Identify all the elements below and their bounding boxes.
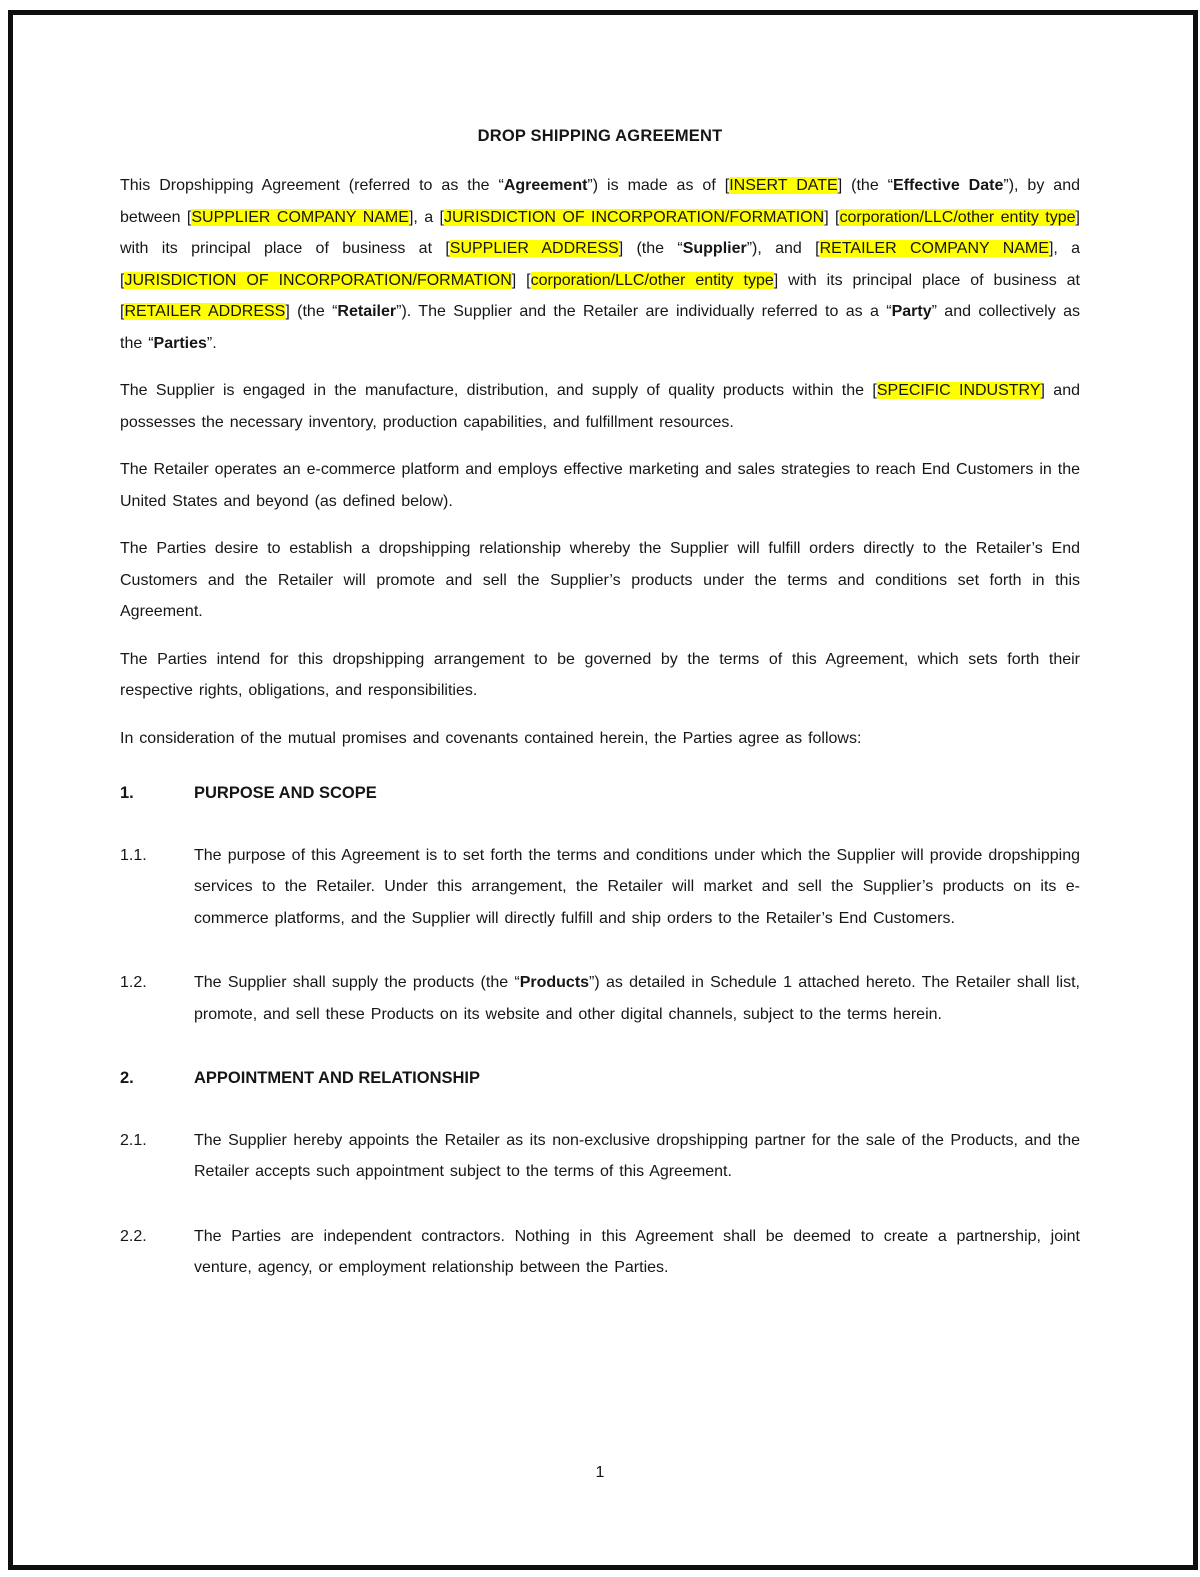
document-content bbox=[120, 120, 1080, 1317]
sections bbox=[120, 778, 1080, 1284]
section-number: 2. bbox=[120, 1069, 134, 1087]
paragraph bbox=[120, 375, 1080, 438]
clause-text bbox=[194, 1221, 1080, 1284]
paragraph bbox=[120, 170, 1080, 359]
section-heading bbox=[120, 1063, 1080, 1095]
highlighted-placeholder: RETAILER ADDRESS bbox=[124, 303, 286, 320]
paragraph bbox=[120, 454, 1080, 517]
highlighted-placeholder: JURISDICTION OF INCORPORATION/FORMATION bbox=[124, 271, 512, 289]
section-number: 1. bbox=[120, 784, 134, 802]
text-run: The Supplier hereby appoints the Retailer as its non-exclusive dropshipping partner for the sale of the Products, and the Retailer accepts such appointment subject to the terms of this Agreement. bbox=[194, 1131, 1080, 1180]
text-run: ] with its principal place of business at [ bbox=[120, 271, 1080, 320]
highlighted-placeholder: JURISDICTION OF INCORPORATION/FORMATION bbox=[443, 208, 825, 226]
page-number: 1 bbox=[595, 1464, 605, 1481]
clause-text bbox=[194, 1125, 1080, 1188]
text-run: ” and collectively as the “ bbox=[120, 303, 1080, 352]
highlighted-placeholder: SUPPLIER ADDRESS bbox=[449, 240, 619, 257]
text-run: ], a [ bbox=[120, 240, 1081, 289]
clause-number: 2.1. bbox=[120, 1131, 147, 1149]
highlighted-placeholder: RETAILER COMPANY NAME bbox=[819, 240, 1049, 257]
clause-number: 1.2. bbox=[120, 974, 147, 991]
bold-text-run: Effective Date bbox=[893, 177, 1004, 194]
bold-text-run: Parties bbox=[153, 334, 207, 352]
text-run: The Parties are independent contractors. Nothing in this Agreement shall be deemed to create a partnership, joint venture, agency, or employment relationship between the Parties. bbox=[194, 1227, 1080, 1276]
bold-text-run: Retailer bbox=[337, 303, 397, 320]
clause-number: 2.2. bbox=[120, 1227, 147, 1245]
text-run: The Parties desire to establish a dropshipping relationship whereby the Supplier will fulfill orders directly to the Retailer’s End Customers and the Retailer will promote and sell the Supplier’s products under the terms and conditions set forth in this Agreement. bbox=[120, 540, 1080, 620]
clause-text bbox=[194, 840, 1080, 935]
text-run: ] [ bbox=[511, 271, 531, 289]
text-run: In consideration of the mutual promises and covenants contained herein, the Parties agree as follows: bbox=[120, 729, 862, 747]
bold-text-run: Party bbox=[891, 303, 932, 320]
text-run: ”), and [ bbox=[746, 240, 820, 257]
text-run: ] and possesses the necessary inventory, production capabilities, and fulfillment resources. bbox=[120, 382, 1080, 431]
intro-paragraphs bbox=[120, 170, 1080, 754]
text-run: ”) is made as of [ bbox=[587, 177, 730, 194]
section-heading-text: APPOINTMENT AND RELATIONSHIP bbox=[194, 1069, 481, 1087]
clause-number: 1.1. bbox=[120, 846, 147, 864]
clause bbox=[120, 1125, 1080, 1188]
text-run: ”) as detailed in Schedule 1 attached hereto. The Retailer shall list, promote, and sell these Products on its website and other digital channels, subject to the terms herein. bbox=[194, 974, 1080, 1023]
text-run: The Supplier is engaged in the manufacture, distribution, and supply of quality products within the [ bbox=[120, 382, 877, 399]
clause bbox=[120, 840, 1080, 935]
text-run: ”), by and between [ bbox=[120, 177, 1080, 226]
text-run: The Retailer operates an e-commerce platform and employs effective marketing and sales strategies to reach End Customers in the United States and beyond (as defined below). bbox=[120, 461, 1080, 510]
text-run: ] with its principal place of business at [ bbox=[120, 208, 1080, 257]
section-heading-text: PURPOSE AND SCOPE bbox=[194, 784, 377, 802]
paragraph bbox=[120, 533, 1080, 628]
highlighted-placeholder: SUPPLIER COMPANY NAME bbox=[191, 208, 409, 226]
clause bbox=[120, 967, 1080, 1030]
highlighted-placeholder: corporation/LLC/other entity type bbox=[530, 271, 774, 289]
text-run: ] (the “ bbox=[618, 240, 683, 257]
document-title: DROP SHIPPING AGREEMENT bbox=[477, 127, 723, 145]
bold-text-run: Agreement bbox=[503, 177, 588, 194]
text-run: ”. bbox=[206, 334, 217, 352]
bold-text-run: Supplier bbox=[682, 240, 747, 257]
text-run: This Dropshipping Agreement (referred to as the “ bbox=[120, 177, 504, 194]
clause-text bbox=[194, 967, 1080, 1030]
text-run: ], a [ bbox=[408, 208, 444, 226]
text-run: The Parties intend for this dropshipping arrangement to be governed by the terms of this Agreement, which sets forth their respective rights, obligations, and responsibilities. bbox=[120, 650, 1080, 699]
text-run: ] (the “ bbox=[285, 303, 338, 320]
clause bbox=[120, 1221, 1080, 1284]
text-run: The purpose of this Agreement is to set forth the terms and conditions under which the Supplier will provide dropshipping services to the Retailer. Under this arrangement, the Retailer will market and sell the Supplier’s products on its e-commerce platforms, and the Supplier will directly fulfill and ship orders to the Retailer’s End Customers. bbox=[194, 846, 1080, 927]
text-run: The Supplier shall supply the products (the “ bbox=[194, 974, 520, 991]
highlighted-placeholder: corporation/LLC/other entity type bbox=[839, 208, 1076, 226]
text-run: ”). The Supplier and the Retailer are individually referred to as a “ bbox=[396, 303, 892, 320]
text-run: ] [ bbox=[824, 208, 840, 226]
section-heading bbox=[120, 778, 1080, 810]
text-run: ] (the “ bbox=[837, 177, 894, 194]
paragraph bbox=[120, 723, 1080, 755]
highlighted-placeholder: INSERT DATE bbox=[729, 177, 838, 194]
paragraph bbox=[120, 644, 1080, 707]
bold-text-run: Products bbox=[519, 974, 590, 991]
highlighted-placeholder: SPECIFIC INDUSTRY bbox=[876, 382, 1041, 399]
